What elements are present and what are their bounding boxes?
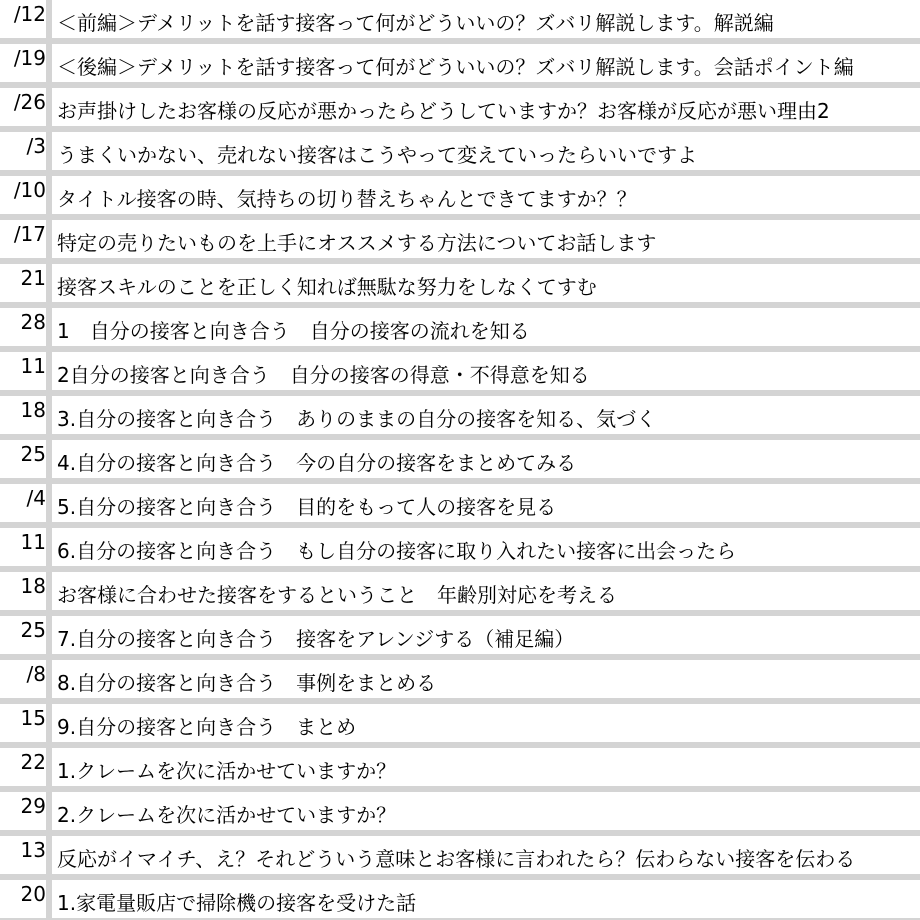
title-cell[interactable] [52,440,920,478]
date-cell[interactable] [0,352,46,390]
title-value: 2.クレームを次に活かせていますか？ [57,803,397,827]
table-row [0,572,920,610]
table-row [0,220,920,258]
date-value: 25 [20,442,46,466]
title-value: 7.自分の接客と向き合う 接客をアレンジする（補足編） [57,627,575,651]
date-cell[interactable] [0,572,46,610]
title-value: 反応がイマイチ、え？それどういう意味とお客様に言われたら？伝わらない接客を伝わる [57,847,856,871]
title-cell[interactable] [52,572,920,610]
title-value: 5.自分の接客と向き合う 目的をもって人の接客を見る [57,495,557,519]
title-cell[interactable] [52,352,920,390]
table-row [0,88,920,126]
date-value: 11 [20,354,46,378]
date-cell[interactable] [0,748,46,786]
title-cell[interactable] [52,660,920,698]
title-cell[interactable] [52,0,920,38]
table-row [0,704,920,742]
table-row [0,0,920,38]
title-cell[interactable] [52,308,920,346]
date-value: 25 [20,618,46,642]
date-cell[interactable] [0,88,46,126]
title-cell[interactable] [52,88,920,126]
title-value: タイトル接客の時、気持ちの切り替えちゃんとできてますか？？ [57,187,637,211]
title-cell[interactable] [52,396,920,434]
table-row [0,880,920,918]
date-cell[interactable] [0,616,46,654]
title-value: ＜前編＞デメリットを話す接客って何がどういいの？ズバリ解説します。解説編 [57,11,774,35]
date-value: /26 [13,90,46,114]
date-value: /10 [13,178,46,202]
table-row [0,132,920,170]
date-value: 11 [20,530,46,554]
title-cell[interactable] [52,264,920,302]
table-row [0,748,920,786]
date-cell[interactable] [0,0,46,38]
date-value: 29 [20,794,46,818]
title-value: 9.自分の接客と向き合う まとめ [57,715,357,739]
table-row [0,44,920,82]
title-cell[interactable] [52,616,920,654]
table-row [0,396,920,434]
table-row [0,528,920,566]
date-cell[interactable] [0,484,46,522]
date-value: /17 [13,222,46,246]
title-cell[interactable] [52,132,920,170]
title-cell[interactable] [52,176,920,214]
table-row [0,352,920,390]
date-cell[interactable] [0,792,46,830]
date-value: 13 [20,838,46,862]
table-row [0,264,920,302]
date-cell[interactable] [0,220,46,258]
date-value: /8 [26,662,46,686]
date-cell[interactable] [0,704,46,742]
date-value: /12 [13,2,46,26]
title-value: 接客スキルのことを正しく知れば無駄な努力をしなくてすむ [57,275,597,299]
date-value: 15 [20,706,46,730]
date-cell[interactable] [0,264,46,302]
title-value: 8.自分の接客と向き合う 事例をまとめる [57,671,437,695]
date-value: 22 [20,750,46,774]
date-value: /3 [26,134,46,158]
date-cell[interactable] [0,836,46,874]
date-cell[interactable] [0,44,46,82]
date-cell[interactable] [0,308,46,346]
table-row [0,616,920,654]
title-cell[interactable] [52,220,920,258]
title-cell[interactable] [52,44,920,82]
title-value: 2自分の接客と向き合う 自分の接客の得意・不得意を知る [57,363,590,387]
title-value: 特定の売りたいものを上手にオススメする方法についてお話します [57,231,657,255]
table-row [0,308,920,346]
date-cell[interactable] [0,176,46,214]
title-cell[interactable] [52,528,920,566]
date-cell[interactable] [0,132,46,170]
table-row [0,792,920,830]
date-cell[interactable] [0,660,46,698]
date-cell[interactable] [0,396,46,434]
table-row [0,440,920,478]
title-value: 1 自分の接客と向き合う 自分の接客の流れを知る [57,319,530,343]
date-value: 21 [20,266,46,290]
title-value: 4.自分の接客と向き合う 今の自分の接客をまとめてみる [57,451,577,475]
date-value: 18 [20,574,46,598]
title-cell[interactable] [52,880,920,918]
title-cell[interactable] [52,484,920,522]
table-row [0,660,920,698]
date-value: /4 [26,486,46,510]
title-value: うまくいかない、売れない接客はこうやって変えていったらいいですよ [57,143,697,167]
date-cell[interactable] [0,528,46,566]
date-value: /19 [13,46,46,70]
title-cell[interactable] [52,704,920,742]
date-value: 28 [20,310,46,334]
table-row [0,836,920,874]
title-value: 3.自分の接客と向き合う ありのままの自分の接客を知る、気づく [57,407,657,431]
title-value: 1.家電量販店で掃除機の接客を受けた話 [57,891,417,915]
title-value: お客様に合わせた接客をするということ 年齢別対応を考える [57,583,617,607]
title-value: 1.クレームを次に活かせていますか？ [57,759,397,783]
title-value: 6.自分の接客と向き合う もし自分の接客に取り入れたい接客に出会ったら [57,539,737,563]
title-value: お声掛けしたお客様の反応が悪かったらどうしていますか？お客様が反応が悪い理由2 [57,99,830,123]
title-value: ＜後編＞デメリットを話す接客って何がどういいの？ズバリ解説します。会話ポイント編 [57,55,854,79]
title-cell[interactable] [52,836,920,874]
title-cell[interactable] [52,792,920,830]
date-cell[interactable] [0,440,46,478]
title-cell[interactable] [52,748,920,786]
table-row [0,484,920,522]
date-value: 18 [20,398,46,422]
table-row [0,176,920,214]
date-cell[interactable] [0,880,46,918]
date-value: 20 [20,882,46,906]
